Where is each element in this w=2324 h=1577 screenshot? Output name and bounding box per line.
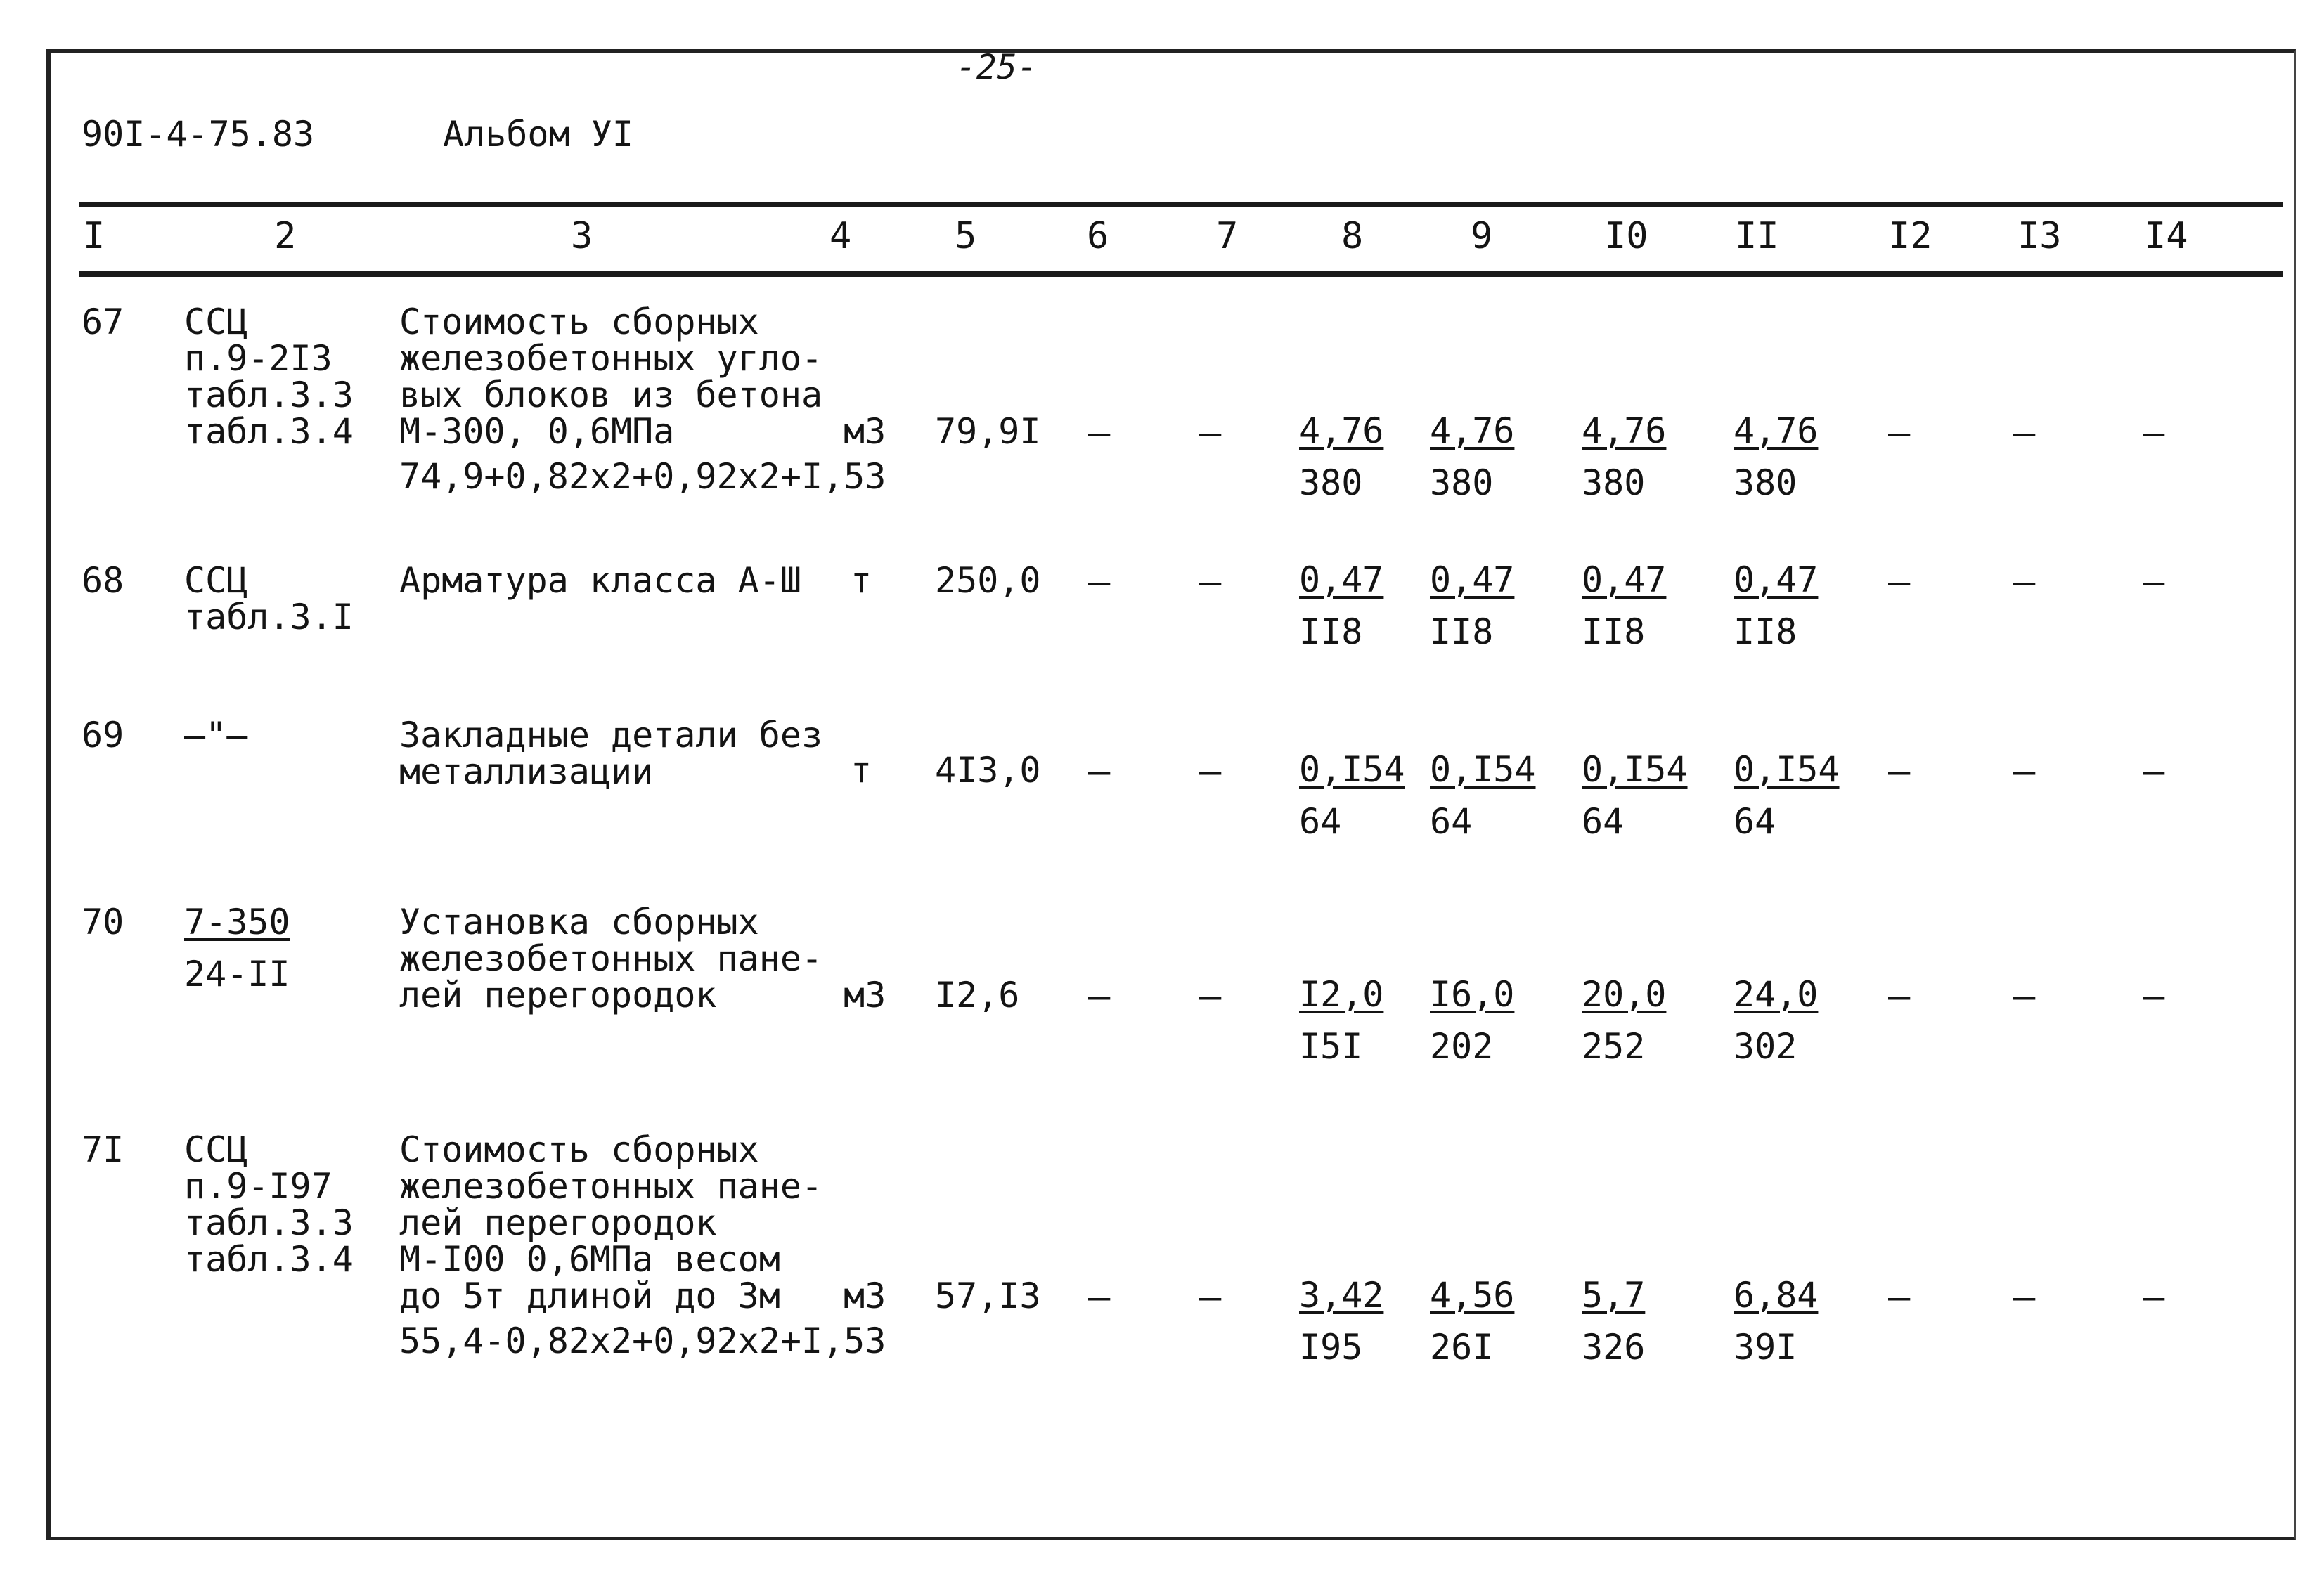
quantity: 0,47 (1430, 559, 1515, 600)
column-header: I3 (2018, 215, 2062, 257)
quantity: 4,76 (1299, 410, 1384, 451)
cell-col-6: – (1088, 751, 1111, 793)
row-number: 67 (82, 301, 124, 342)
album-title: Альбом УI (443, 114, 633, 155)
cost: 64 (1734, 801, 1776, 842)
value-col-10 (1582, 749, 1688, 842)
cost: II8 (1299, 611, 1363, 652)
unit: м3 (844, 1276, 886, 1316)
value-col-9 (1430, 410, 1515, 503)
cell-col-13: – (2013, 751, 2036, 793)
cost: 326 (1582, 1327, 1646, 1368)
header-bottom-rule (79, 271, 2283, 277)
quantity: 0,47 (1734, 559, 1819, 600)
row-number: 69 (82, 715, 124, 755)
cost: 39I (1734, 1327, 1797, 1368)
quantity: 3,42 (1299, 1275, 1384, 1316)
column-header: I2 (1888, 215, 1932, 257)
row-number: 68 (82, 560, 124, 601)
cost: 64 (1299, 801, 1342, 842)
cost: 380 (1582, 462, 1646, 503)
reference: ССЦ табл.3.I (184, 560, 354, 637)
column-header: 9 (1471, 215, 1493, 257)
cost: 380 (1430, 462, 1494, 503)
cell-col-7: – (1199, 1276, 1222, 1318)
value-col-8 (1299, 410, 1384, 503)
work-description: Закладные детали без металлизации (399, 715, 823, 792)
cost: II8 (1582, 611, 1646, 652)
cell-col-13: – (2013, 561, 2036, 603)
unit-price: 79,9I (935, 411, 1041, 452)
unit-price: I2,6 (935, 975, 1020, 1015)
quantity: 0,I54 (1430, 749, 1536, 790)
quantity: 0,I54 (1734, 749, 1840, 790)
quantity: I6,0 (1430, 974, 1515, 1015)
cost: 64 (1430, 801, 1473, 842)
calculation-formula: 55,4-0,82x2+0,92x2+I,53 (399, 1320, 886, 1361)
work-description: Стоимость сборных железобетонных пане- лей перегородок М-I00 0,6МПа весом до 5т длиной до 3м (399, 1129, 823, 1316)
value-col-11 (1734, 410, 1819, 503)
cost: 202 (1430, 1026, 1494, 1067)
cell-col-12: – (1888, 561, 1911, 603)
cell-col-12: – (1888, 412, 1911, 454)
cost: 380 (1734, 462, 1797, 503)
quantity: 4,76 (1430, 410, 1515, 451)
quantity: 0,I54 (1299, 749, 1405, 790)
quantity: 0,47 (1299, 559, 1384, 600)
cell-col-13: – (2013, 975, 2036, 1018)
row-number: 7I (82, 1129, 124, 1170)
cell-col-14: – (2143, 412, 2165, 454)
cell-col-14: – (2143, 975, 2165, 1018)
cost: II8 (1734, 611, 1797, 652)
cell-col-12: – (1888, 1276, 1911, 1318)
quantity: 0,47 (1582, 559, 1667, 600)
work-description: Стоимость сборных железобетонных угло- вых блоков из бетона М-300, 0,6МПа (399, 301, 823, 452)
value-col-9 (1430, 974, 1515, 1067)
value-col-9 (1430, 559, 1515, 652)
cost: II8 (1430, 611, 1494, 652)
cell-col-6: – (1088, 1276, 1111, 1318)
page-number: -25- (956, 48, 1038, 87)
value-col-9 (1430, 749, 1536, 842)
reference-numerator: 7-350 (184, 902, 290, 942)
column-header: 7 (1216, 215, 1239, 257)
value-col-9 (1430, 1275, 1515, 1368)
unit-price: 4I3,0 (935, 750, 1041, 791)
unit: т (851, 560, 872, 601)
cost: 302 (1734, 1026, 1797, 1067)
column-header: 4 (829, 215, 852, 257)
value-col-11 (1734, 1275, 1819, 1368)
reference: ССЦ п.9-I97 табл.3.3 табл.3.4 (184, 1129, 354, 1280)
cost: 26I (1430, 1327, 1494, 1368)
quantity: 4,76 (1582, 410, 1667, 451)
quantity: 20,0 (1582, 974, 1667, 1015)
unit-price: 250,0 (935, 560, 1041, 601)
column-header: I4 (2144, 215, 2188, 257)
cell-col-6: – (1088, 561, 1111, 603)
cell-col-14: – (2143, 1276, 2165, 1318)
unit: м3 (844, 411, 886, 452)
cost: I95 (1299, 1327, 1363, 1368)
value-col-8 (1299, 974, 1384, 1067)
quantity: 5,7 (1582, 1275, 1646, 1316)
value-col-11 (1734, 974, 1819, 1067)
value-col-10 (1582, 559, 1667, 652)
cell-col-7: – (1199, 751, 1222, 793)
value-col-11 (1734, 749, 1840, 842)
value-col-10 (1582, 974, 1667, 1067)
cell-col-14: – (2143, 751, 2165, 793)
reference: ССЦ п.9-2I3 табл.3.3 табл.3.4 (184, 301, 354, 452)
quantity: I2,0 (1299, 974, 1384, 1015)
value-col-8 (1299, 559, 1384, 652)
cost: I5I (1299, 1026, 1363, 1067)
column-header: I0 (1604, 215, 1648, 257)
value-col-10 (1582, 410, 1667, 503)
quantity: 0,I54 (1582, 749, 1688, 790)
quantity: 4,76 (1734, 410, 1819, 451)
unit: т (851, 750, 872, 791)
cell-col-13: – (2013, 412, 2036, 454)
column-header: I (83, 215, 105, 257)
quantity: 6,84 (1734, 1275, 1819, 1316)
cell-col-6: – (1088, 975, 1111, 1018)
header-top-rule (79, 202, 2283, 207)
column-header: 8 (1341, 215, 1364, 257)
unit: м3 (844, 975, 886, 1015)
cell-col-6: – (1088, 412, 1111, 454)
cost: 252 (1582, 1026, 1646, 1067)
cell-col-7: – (1199, 975, 1222, 1018)
cell-col-14: – (2143, 561, 2165, 603)
cell-col-7: – (1199, 412, 1222, 454)
calculation-formula: 74,9+0,82x2+0,92x2+I,53 (399, 456, 886, 497)
cost: 380 (1299, 462, 1363, 503)
cell-col-12: – (1888, 975, 1911, 1018)
cell-col-13: – (2013, 1276, 2036, 1318)
column-header: 6 (1087, 215, 1109, 257)
reference: –"– (184, 715, 248, 755)
cell-col-12: – (1888, 751, 1911, 793)
value-col-11 (1734, 559, 1819, 652)
quantity: 24,0 (1734, 974, 1819, 1015)
value-col-8 (1299, 749, 1405, 842)
document-code: 90I-4-75.83 (82, 114, 315, 155)
quantity: 4,56 (1430, 1275, 1515, 1316)
unit-price: 57,I3 (935, 1276, 1041, 1316)
reference-denominator: 24-II (184, 954, 290, 994)
cell-col-7: – (1199, 561, 1222, 603)
column-header: 5 (955, 215, 977, 257)
value-col-8 (1299, 1275, 1384, 1368)
value-col-10 (1582, 1275, 1646, 1368)
work-description: Установка сборных железобетонных пане- лей перегородок (399, 902, 823, 1015)
row-number: 70 (82, 902, 124, 942)
cost: 64 (1582, 801, 1625, 842)
column-header: II (1735, 215, 1779, 257)
work-description: Арматура класса А-Ш (399, 560, 801, 601)
column-header: 2 (274, 215, 297, 257)
column-header: 3 (571, 215, 593, 257)
